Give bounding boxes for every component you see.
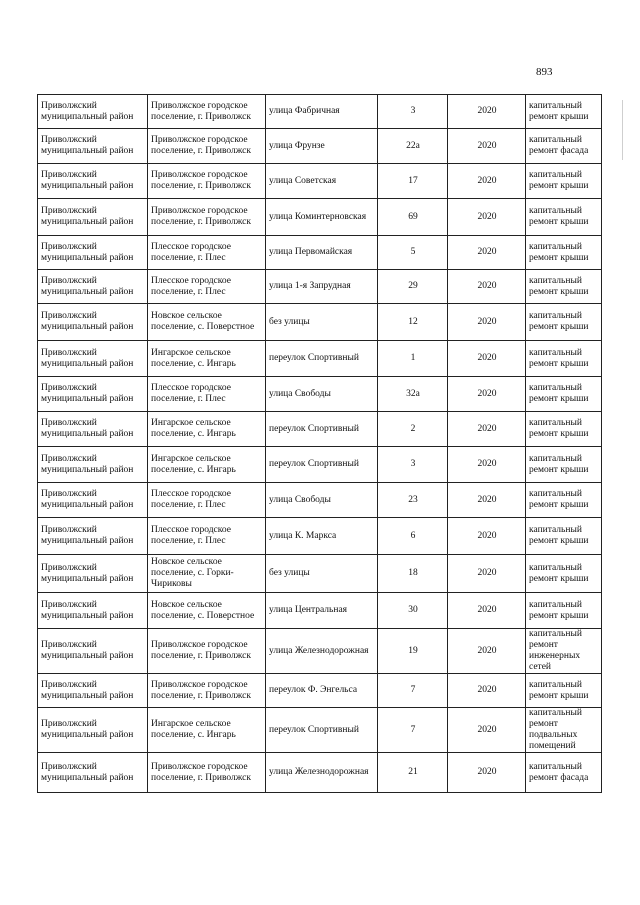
work-type-cell: капитальный ремонт фасада [526, 129, 602, 164]
year-cell: 2020 [448, 447, 526, 483]
street-cell: без улицы [266, 304, 378, 341]
street-cell: улица Первомайская [266, 236, 378, 270]
house-number-cell: 32а [378, 377, 448, 412]
table-row [38, 341, 602, 377]
year-cell: 2020 [448, 95, 526, 129]
house-number-cell: 29 [378, 270, 448, 304]
district-cell: Приволжский муниципальный район [38, 555, 148, 593]
year-cell: 2020 [448, 412, 526, 447]
house-number-cell: 21 [378, 753, 448, 793]
district-cell: Приволжский муниципальный район [38, 377, 148, 412]
settlement-cell: Ингарское сельское поселение, с. Ингарь [148, 412, 266, 447]
year-cell: 2020 [448, 377, 526, 412]
settlement-cell: Новское сельское поселение, с. Поверстное [148, 304, 266, 341]
table-row [38, 199, 602, 236]
district-cell: Приволжский муниципальный район [38, 304, 148, 341]
street-cell: переулок Спортивный [266, 412, 378, 447]
house-number-cell: 22а [378, 129, 448, 164]
house-number-cell: 19 [378, 629, 448, 674]
street-cell: переулок Спортивный [266, 708, 378, 753]
year-cell: 2020 [448, 304, 526, 341]
registry-body [38, 95, 602, 793]
table-row [38, 164, 602, 199]
house-number-cell: 5 [378, 236, 448, 270]
work-type-cell: капитальный ремонт крыши [526, 341, 602, 377]
work-type-cell: капитальный ремонт крыши [526, 199, 602, 236]
year-cell: 2020 [448, 236, 526, 270]
house-number-cell: 17 [378, 164, 448, 199]
house-number-cell: 2 [378, 412, 448, 447]
settlement-cell: Плесское городское поселение, г. Плес [148, 236, 266, 270]
street-cell: улица Свободы [266, 377, 378, 412]
work-type-cell: капитальный ремонт крыши [526, 555, 602, 593]
table-row [38, 95, 602, 129]
settlement-cell: Плесское городское поселение, г. Плес [148, 377, 266, 412]
work-type-cell: капитальный ремонт крыши [526, 304, 602, 341]
table-row [38, 304, 602, 341]
house-number-cell: 1 [378, 341, 448, 377]
year-cell: 2020 [448, 593, 526, 629]
year-cell: 2020 [448, 341, 526, 377]
repair-registry-table [37, 94, 602, 793]
year-cell: 2020 [448, 518, 526, 555]
street-cell: без улицы [266, 555, 378, 593]
house-number-cell: 30 [378, 593, 448, 629]
work-type-cell: капитальный ремонт крыши [526, 95, 602, 129]
work-type-cell: капитальный ремонт крыши [526, 593, 602, 629]
street-cell: улица Советская [266, 164, 378, 199]
street-cell: переулок Ф. Энгельса [266, 674, 378, 708]
scan-margin-mark [622, 100, 623, 160]
district-cell: Приволжский муниципальный район [38, 199, 148, 236]
settlement-cell: Плесское городское поселение, г. Плес [148, 518, 266, 555]
settlement-cell: Ингарское сельское поселение, с. Ингарь [148, 341, 266, 377]
district-cell: Приволжский муниципальный район [38, 674, 148, 708]
district-cell: Приволжский муниципальный район [38, 483, 148, 518]
year-cell: 2020 [448, 164, 526, 199]
street-cell: улица Свободы [266, 483, 378, 518]
house-number-cell: 6 [378, 518, 448, 555]
year-cell: 2020 [448, 129, 526, 164]
street-cell: переулок Спортивный [266, 341, 378, 377]
settlement-cell: Ингарское сельское поселение, с. Ингарь [148, 708, 266, 753]
district-cell: Приволжский муниципальный район [38, 412, 148, 447]
house-number-cell: 18 [378, 555, 448, 593]
settlement-cell: Приволжское городское поселение, г. Приволжск [148, 629, 266, 674]
settlement-cell: Новское сельское поселение, с. Поверстное [148, 593, 266, 629]
table-row [38, 518, 602, 555]
district-cell: Приволжский муниципальный район [38, 593, 148, 629]
year-cell: 2020 [448, 199, 526, 236]
settlement-cell: Приволжское городское поселение, г. Приволжск [148, 164, 266, 199]
house-number-cell: 3 [378, 447, 448, 483]
settlement-cell: Ингарское сельское поселение, с. Ингарь [148, 447, 266, 483]
table-row [38, 270, 602, 304]
work-type-cell: капитальный ремонт крыши [526, 377, 602, 412]
settlement-cell: Плесское городское поселение, г. Плес [148, 270, 266, 304]
settlement-cell: Приволжское городское поселение, г. Приволжск [148, 753, 266, 793]
work-type-cell: капитальный ремонт крыши [526, 412, 602, 447]
street-cell: улица 1-я Запрудная [266, 270, 378, 304]
work-type-cell: капитальный ремонт крыши [526, 518, 602, 555]
district-cell: Приволжский муниципальный район [38, 164, 148, 199]
year-cell: 2020 [448, 629, 526, 674]
table-row [38, 447, 602, 483]
settlement-cell: Приволжское городское поселение, г. Приволжск [148, 129, 266, 164]
table-row [38, 708, 602, 753]
work-type-cell: капитальный ремонт фасада [526, 753, 602, 793]
work-type-cell: капитальный ремонт крыши [526, 270, 602, 304]
settlement-cell: Новское сельское поселение, с. Горки-Чириковы [148, 555, 266, 593]
street-cell: переулок Спортивный [266, 447, 378, 483]
work-type-cell: капитальный ремонт инженерных сетей [526, 629, 602, 674]
table-row [38, 753, 602, 793]
settlement-cell: Приволжское городское поселение, г. Приволжск [148, 199, 266, 236]
year-cell: 2020 [448, 708, 526, 753]
table-row [38, 593, 602, 629]
work-type-cell: капитальный ремонт крыши [526, 236, 602, 270]
district-cell: Приволжский муниципальный район [38, 236, 148, 270]
table-row [38, 674, 602, 708]
table-row [38, 629, 602, 674]
year-cell: 2020 [448, 753, 526, 793]
table-row [38, 555, 602, 593]
house-number-cell: 7 [378, 674, 448, 708]
district-cell: Приволжский муниципальный район [38, 129, 148, 164]
table-row [38, 377, 602, 412]
page-number: 893 [536, 66, 553, 78]
district-cell: Приволжский муниципальный район [38, 270, 148, 304]
year-cell: 2020 [448, 270, 526, 304]
street-cell: улица Коминтерновская [266, 199, 378, 236]
table-row [38, 412, 602, 447]
street-cell: улица Железнодорожная [266, 753, 378, 793]
district-cell: Приволжский муниципальный район [38, 753, 148, 793]
house-number-cell: 7 [378, 708, 448, 753]
house-number-cell: 23 [378, 483, 448, 518]
district-cell: Приволжский муниципальный район [38, 629, 148, 674]
year-cell: 2020 [448, 674, 526, 708]
settlement-cell: Приволжское городское поселение, г. Приволжск [148, 95, 266, 129]
table-row [38, 483, 602, 518]
district-cell: Приволжский муниципальный район [38, 447, 148, 483]
work-type-cell: капитальный ремонт крыши [526, 483, 602, 518]
street-cell: улица Центральная [266, 593, 378, 629]
settlement-cell: Приволжское городское поселение, г. Приволжск [148, 674, 266, 708]
district-cell: Приволжский муниципальный район [38, 518, 148, 555]
work-type-cell: капитальный ремонт крыши [526, 674, 602, 708]
street-cell: улица К. Маркса [266, 518, 378, 555]
district-cell: Приволжский муниципальный район [38, 341, 148, 377]
year-cell: 2020 [448, 555, 526, 593]
street-cell: улица Фабричная [266, 95, 378, 129]
work-type-cell: капитальный ремонт крыши [526, 164, 602, 199]
district-cell: Приволжский муниципальный район [38, 95, 148, 129]
street-cell: улица Железнодорожная [266, 629, 378, 674]
table-row [38, 129, 602, 164]
settlement-cell: Плесское городское поселение, г. Плес [148, 483, 266, 518]
street-cell: улица Фрунзе [266, 129, 378, 164]
year-cell: 2020 [448, 483, 526, 518]
table-row [38, 236, 602, 270]
work-type-cell: капитальный ремонт подвальных помещений [526, 708, 602, 753]
house-number-cell: 69 [378, 199, 448, 236]
house-number-cell: 3 [378, 95, 448, 129]
work-type-cell: капитальный ремонт крыши [526, 447, 602, 483]
district-cell: Приволжский муниципальный район [38, 708, 148, 753]
house-number-cell: 12 [378, 304, 448, 341]
